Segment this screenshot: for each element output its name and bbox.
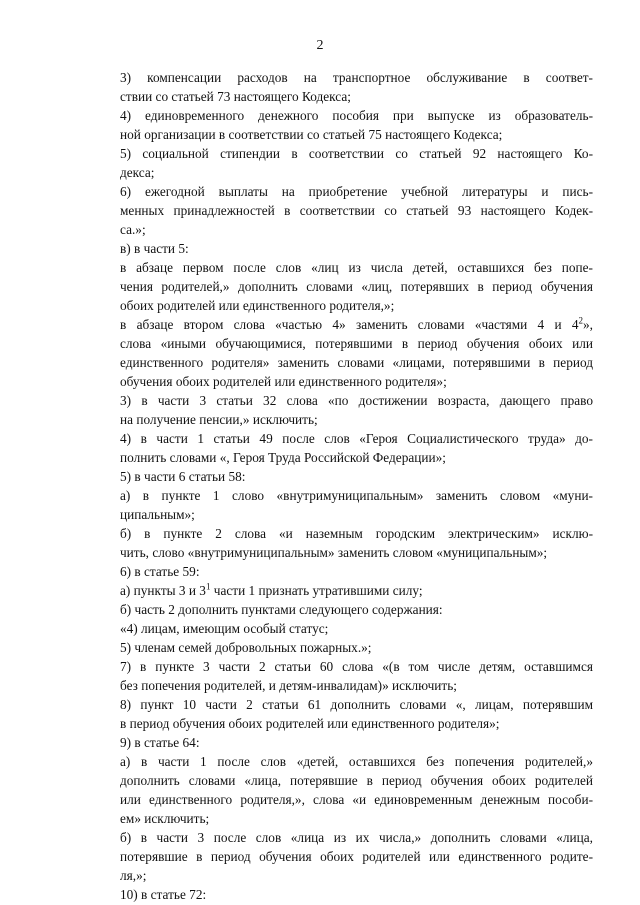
line-text: 5) в части 6 статьи 58:: [120, 469, 246, 484]
line-text: в абзаце втором слова «частью 4» заменить словами «частями 4 и 4: [120, 317, 579, 332]
line-text: 6) в статье 59:: [120, 564, 200, 579]
line-text: ля,»;: [120, 868, 147, 883]
paragraph-line: [90, 277, 593, 296]
paragraph: [90, 638, 593, 657]
paragraph-line: [90, 201, 593, 220]
paragraph-line: [90, 68, 593, 87]
line-text: без попечения родителей, и детям-инвалидам)» исключить;: [120, 678, 457, 693]
paragraph-line: [90, 638, 593, 657]
paragraph: [90, 144, 593, 182]
line-text: а) в части 1 после слов «детей, оставшихся без попечения родителей,»: [120, 754, 593, 769]
line-text-tail: »,: [583, 317, 593, 332]
paragraph-line: [90, 562, 593, 581]
paragraph-line: [90, 391, 593, 410]
line-text: б) в пункте 2 слова «и наземным городским электрическим» исклю-: [120, 526, 593, 541]
line-text: в абзаце первом после слов «лиц из числа детей, оставшихся без попе-: [120, 260, 593, 275]
paragraph-line: [90, 87, 593, 106]
line-text: 3) в части 3 статьи 32 слова «по достижении возраста, дающего право: [120, 393, 593, 408]
paragraph-line: [90, 847, 593, 866]
paragraph-line: [90, 296, 593, 315]
paragraph-line: [90, 220, 593, 239]
line-text: ципальным»;: [120, 507, 195, 522]
paragraph-line: [90, 353, 593, 372]
line-text: чить, слово «внутримуниципальным» заменить словом «муниципальным»;: [120, 545, 548, 560]
line-text: «4) лицам, имеющим особый статус;: [120, 621, 329, 636]
paragraph-line: [90, 524, 593, 543]
paragraph: [90, 562, 593, 581]
paragraph-line: [90, 125, 593, 144]
paragraph: [90, 733, 593, 752]
line-text: 9) в статье 64:: [120, 735, 200, 750]
line-text: 7) в пункте 3 части 2 статьи 60 слова «(в том числе детям, оставшимся: [120, 659, 593, 674]
paragraph-line: [90, 429, 593, 448]
line-text: на получение пенсии,» исключить;: [120, 412, 318, 427]
line-text: 6) ежегодной выплаты на приобретение учебной литературы и пись-: [120, 184, 593, 199]
line-text: а) пункты 3 и 3: [120, 583, 206, 598]
line-text: или единственного родителя,», слова «и единовременным денежным пособи-: [120, 792, 593, 807]
paragraph: [90, 752, 593, 828]
paragraph-line: [90, 410, 593, 429]
paragraph-line: [90, 695, 593, 714]
line-text: ствии со статьей 73 настоящего Кодекса;: [120, 89, 351, 104]
paragraph-line: [90, 505, 593, 524]
superscript: 2: [578, 315, 584, 326]
line-text: потерявшие в период обучения обоих родителей или единственного родите-: [120, 849, 593, 864]
paragraph: [90, 828, 593, 885]
line-text: 5) социальной стипендии в соответствии со статьей 92 настоящего Ко-: [120, 146, 593, 161]
paragraph-line: [90, 714, 593, 733]
paragraph-line: [90, 676, 593, 695]
paragraph-line: [90, 771, 593, 790]
line-text: ной организации в соответствии со статьей 75 настоящего Кодекса;: [120, 127, 503, 142]
paragraph: [90, 315, 593, 391]
paragraph: [90, 619, 593, 638]
paragraph-line: [90, 752, 593, 771]
superscript: 1: [205, 581, 211, 592]
paragraph: [90, 524, 593, 562]
line-text: дополнить словами «лица, потерявшие в период обучения обоих родителей: [120, 773, 593, 788]
paragraph-line: [90, 581, 593, 600]
paragraph-line: [90, 448, 593, 467]
line-text: 4) единовременного денежного пособия при выпуске из образователь-: [120, 108, 593, 123]
line-text: 5) членам семей добровольных пожарных.»;: [120, 640, 372, 655]
line-text: единственного родителя» заменить словами «лицами, потерявшими в период: [120, 355, 593, 370]
paragraph-line: [90, 486, 593, 505]
paragraph: [90, 182, 593, 239]
paragraph: [90, 600, 593, 619]
line-text: б) часть 2 дополнить пунктами следующего содержания:: [120, 602, 443, 617]
paragraph: [90, 885, 593, 904]
line-text: обоих родителей или единственного родителя,»;: [120, 298, 395, 313]
line-text: ем» исключить;: [120, 811, 210, 826]
paragraph-line: [90, 600, 593, 619]
paragraph-line: [90, 790, 593, 809]
paragraph-line: [90, 828, 593, 847]
line-text: а) в пункте 1 слово «внутримуниципальным» заменить словом «муни-: [120, 488, 593, 503]
paragraph-line: [90, 543, 593, 562]
page-number: 2: [316, 38, 324, 53]
paragraph-line: [90, 144, 593, 163]
line-text: полнить словами «, Героя Труда Российской Федерации»;: [120, 450, 446, 465]
paragraph-line: [90, 239, 593, 258]
line-text: са.»;: [120, 222, 146, 237]
paragraph-line: [90, 467, 593, 486]
line-text: б) в части 3 после слов «лица из их числа,» дополнить словами «лица,: [120, 830, 593, 845]
paragraph-line: [90, 106, 593, 125]
paragraph-line: [90, 334, 593, 353]
paragraph: [90, 258, 593, 315]
paragraph-line: [90, 315, 593, 334]
paragraph-line: [90, 657, 593, 676]
line-text: в) в части 5:: [120, 241, 189, 256]
paragraph-line: [90, 885, 593, 904]
line-text: в период обучения обоих родителей или единственного родителя»;: [120, 716, 500, 731]
line-text: чения родителей,» дополнить словами «лиц, потерявших в период обучения: [120, 279, 593, 294]
line-text: 4) в части 1 статьи 49 после слов «Героя Социалистического труда» до-: [120, 431, 593, 446]
line-text: обучения обоих родителей или единственного родителя»;: [120, 374, 447, 389]
line-text: менных принадлежностей в соответствии со статьей 93 настоящего Кодек-: [120, 203, 593, 218]
paragraph: [90, 486, 593, 524]
paragraph-line: [90, 809, 593, 828]
line-text: слова «иными обучающимися, потерявшими в период обучения обоих или: [120, 336, 593, 351]
paragraph: [90, 239, 593, 258]
paragraph: [90, 581, 593, 600]
paragraph-line: [90, 619, 593, 638]
paragraph-line: [90, 733, 593, 752]
paragraph-line: [90, 182, 593, 201]
line-text: 10) в статье 72:: [120, 887, 207, 902]
paragraph: [90, 429, 593, 467]
paragraph: [90, 106, 593, 144]
paragraph-line: [90, 258, 593, 277]
line-text: 3) компенсации расходов на транспортное обслуживание в соответ-: [120, 70, 593, 85]
document-body: [90, 68, 593, 904]
paragraph-line: [90, 163, 593, 182]
paragraph: [90, 695, 593, 733]
paragraph: [90, 391, 593, 429]
paragraph-line: [90, 866, 593, 885]
paragraph: [90, 467, 593, 486]
line-text-tail: части 1 признать утратившими силу;: [210, 583, 423, 598]
line-text: 8) пункт 10 части 2 статьи 61 дополнить словами «, лицам, потерявшим: [120, 697, 593, 712]
paragraph: [90, 68, 593, 106]
paragraph: [90, 657, 593, 695]
paragraph-line: [90, 372, 593, 391]
line-text: декса;: [120, 165, 155, 180]
